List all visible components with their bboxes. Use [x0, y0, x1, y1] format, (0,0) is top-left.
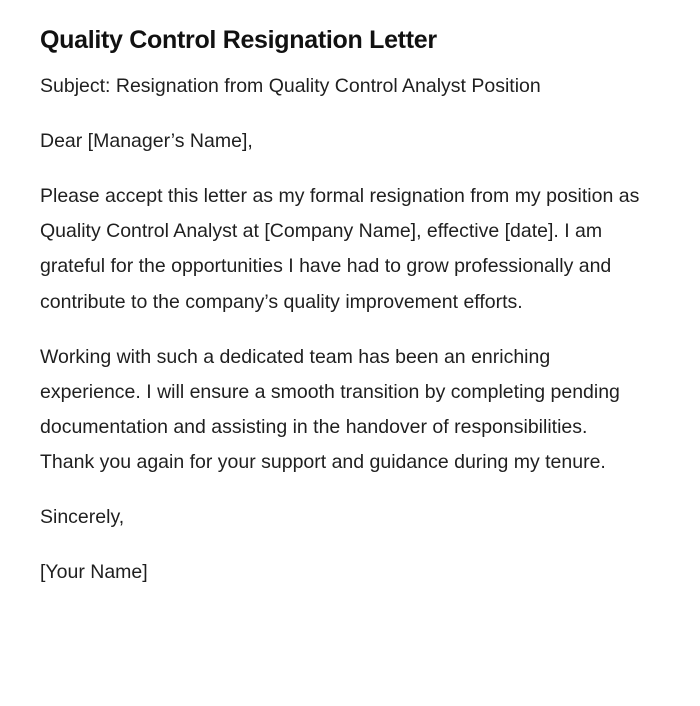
letter-subject: Subject: Resignation from Quality Control Analyst Position	[40, 75, 541, 97]
letter-paragraph-1: Please accept this letter as my formal resignation from my position as Quality Control Analyst at [Company Name], effective [date]. I am grateful for the opportunities I have had to grow professionally and contribute to the company’s quality improvement efforts.	[40, 185, 640, 313]
letter-paragraph-2: Working with such a dedicated team has been an enriching experience. I will ensure a smooth transition by completing pending documentation and assisting in the handover of responsibilities. Thank you again for your support and guidance during my tenure.	[40, 345, 620, 474]
letter-signature: [Your Name]	[40, 561, 148, 584]
letter-document	[40, 24, 640, 610]
letter-closing: Sincerely,	[40, 506, 125, 529]
letter-salutation: Dear [Manager’s Name],	[40, 130, 253, 152]
letter-title: Quality Control Resignation Letter	[40, 26, 437, 54]
